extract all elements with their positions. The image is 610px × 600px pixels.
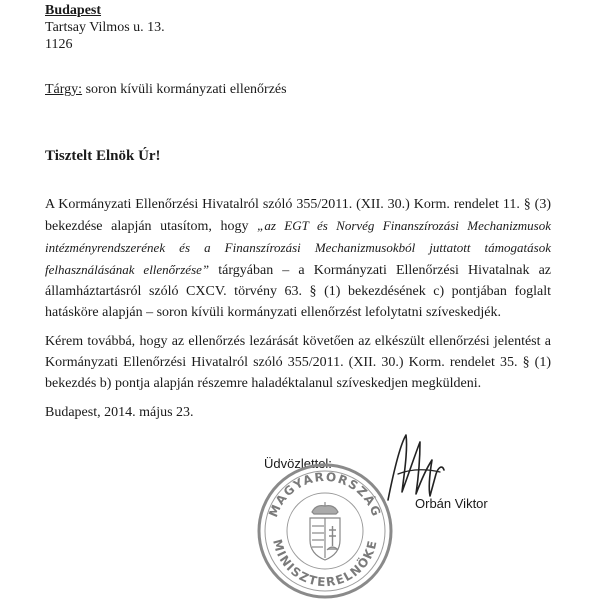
seal-bottom-text: MINISZTERELNÖKE [270,537,380,590]
letter-date: Budapest, 2014. május 23. [45,405,194,420]
address-city: Budapest [45,3,102,18]
subject-label: Tárgy: [45,82,83,97]
paragraph-1-italic-title: „az EGT és Norvég Finanszírozási Mechanizmusok intézményrendszerének és a Finanszírozási Mechanizmusokból juttatott támogatások felhasználásának ellenőrzése” [45,218,551,277]
address-street: Tartsay Vilmos u. 13. [45,20,165,35]
body-paragraph-1 [45,194,551,323]
signer-name: Orbán Viktor [415,496,488,511]
address-postcode: 1126 [45,37,73,52]
subject-line [45,82,287,98]
seal-top-text: MAGYARORSZÁG [266,469,384,520]
paragraph-1-end: tárgyában – a Kormányzati Ellenőrzési Hivatalnak az államháztartásról szóló CXCV. törvény 63. § (1) bekezdésének c) pontjában foglalt hatásköre alapján – soron kívüli kormányzati ellenőrzést lefolytatni szíveskedjék. [45,263,552,320]
official-seal-stamp [256,462,394,600]
subject-text: soron kívüli kormányzati ellenőrzés [82,82,287,97]
salutation: Tisztelt Elnök Úr! [45,148,161,164]
recipient-address [45,2,165,53]
closing-greeting: Üdvözlettel: [264,456,332,471]
paragraph-1-start: A Kormányzati Ellenőrzési Hivatalról szóló 355/2011. (XII. 30.) Korm. rendelet 11. § (3) bekezdése alapján utasítom, hogy [45,197,551,234]
body-paragraph-2: Kérem továbbá, hogy az ellenőrzés lezárását követően az elkészült ellenőrzési jelentést a Kormányzati Ellenőrzési Hivatalról szóló 355/2011. (XII. 30.) Korm. rendelet 35. § (1) bekezdés b) pontja alapján részemre haladéktalanul szíveskedjen megküldeni. [45,334,551,391]
coat-of-arms-icon [310,502,340,560]
